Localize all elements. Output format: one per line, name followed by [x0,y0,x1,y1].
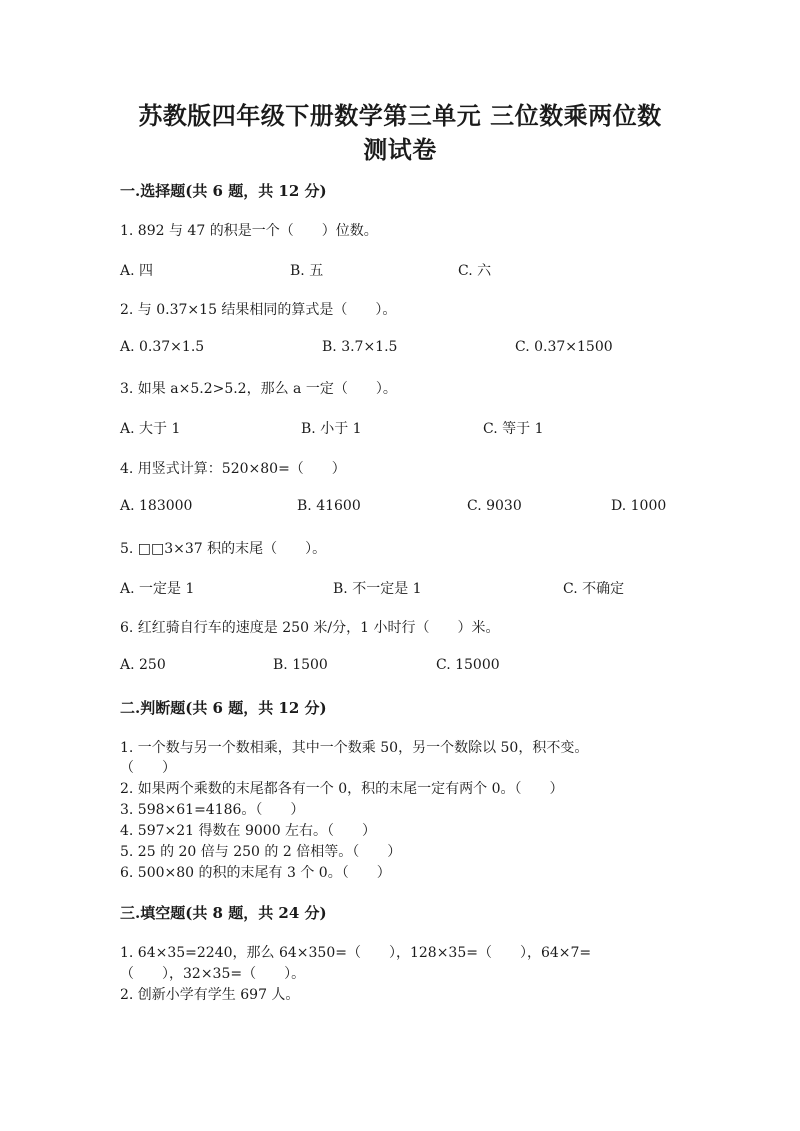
statement: 5. 25 的 20 倍与 250 的 2 倍相等。（ ） [120,844,402,860]
option-b: B. 不一定是 1 [333,581,422,597]
option-b: B. 1500 [273,657,328,673]
question-text: 5. □□3×37 积的末尾（ ）。 [120,541,327,557]
option-a: A. 0.37×1.5 [120,339,205,355]
question-text: 6. 红红骑自行车的速度是 250 米/分，1 小时行（ ）米。 [120,620,500,636]
option-c: C. 15000 [436,657,500,673]
option-a: A. 一定是 1 [120,581,195,597]
option-d: D. 1000 [611,498,667,514]
option-b: B. 小于 1 [301,421,362,437]
fill-blank-line: 1. 64×35=2240，那么 64×350=（ ），128×35=（ ），64×7= [120,945,592,961]
question-text: 2. 与 0.37×15 结果相同的算式是（ ）。 [120,302,397,318]
statement: 3. 598×61=4186。（ ） [120,802,305,818]
page-title: 苏教版四年级下册数学第三单元 三位数乘两位数 [138,101,662,130]
fill-blank-line: 2. 创新小学有学生 697 人。 [120,987,300,1003]
option-c: C. 六 [458,263,492,279]
statement: 1. 一个数与另一个数相乘，其中一个数乘 50，另一个数除以 50，积不变。 [120,740,589,756]
section-heading-fill-blank: 三.填空题(共 8 题，共 24 分) [120,904,327,922]
statement: 2. 如果两个乘数的末尾都各有一个 0，积的末尾一定有两个 0。（ ） [120,781,564,797]
section-heading-choice: 一.选择题(共 6 题，共 12 分) [120,182,327,200]
statement: 4. 597×21 得数在 9000 左右。（ ） [120,823,377,839]
statement: 6. 500×80 的积的末尾有 3 个 0。（ ） [120,865,391,881]
option-c: C. 9030 [467,498,522,514]
option-a: A. 四 [120,263,154,279]
option-c: C. 等于 1 [483,421,544,437]
answer-bracket: （ ） [120,760,176,776]
option-a: A. 183000 [120,498,193,514]
question-text: 3. 如果 a×5.2>5.2，那么 a 一定（ ）。 [120,381,397,397]
option-c: C. 0.37×1500 [515,339,613,355]
option-c: C. 不确定 [563,581,625,597]
option-b: B. 41600 [297,498,361,514]
page-title-line2: 测试卷 [363,135,437,164]
section-heading-judgement: 二.判断题(共 6 题，共 12 分) [120,699,327,717]
option-a: A. 大于 1 [120,421,181,437]
option-b: B. 五 [290,263,324,279]
question-text: 1. 892 与 47 的积是一个（ ）位数。 [120,223,378,239]
question-text: 4. 用竖式计算：520×80=（ ） [120,461,346,477]
option-a: A. 250 [120,657,166,673]
fill-blank-line: （ ），32×35=（ ）。 [120,966,306,982]
option-b: B. 3.7×1.5 [322,339,398,355]
